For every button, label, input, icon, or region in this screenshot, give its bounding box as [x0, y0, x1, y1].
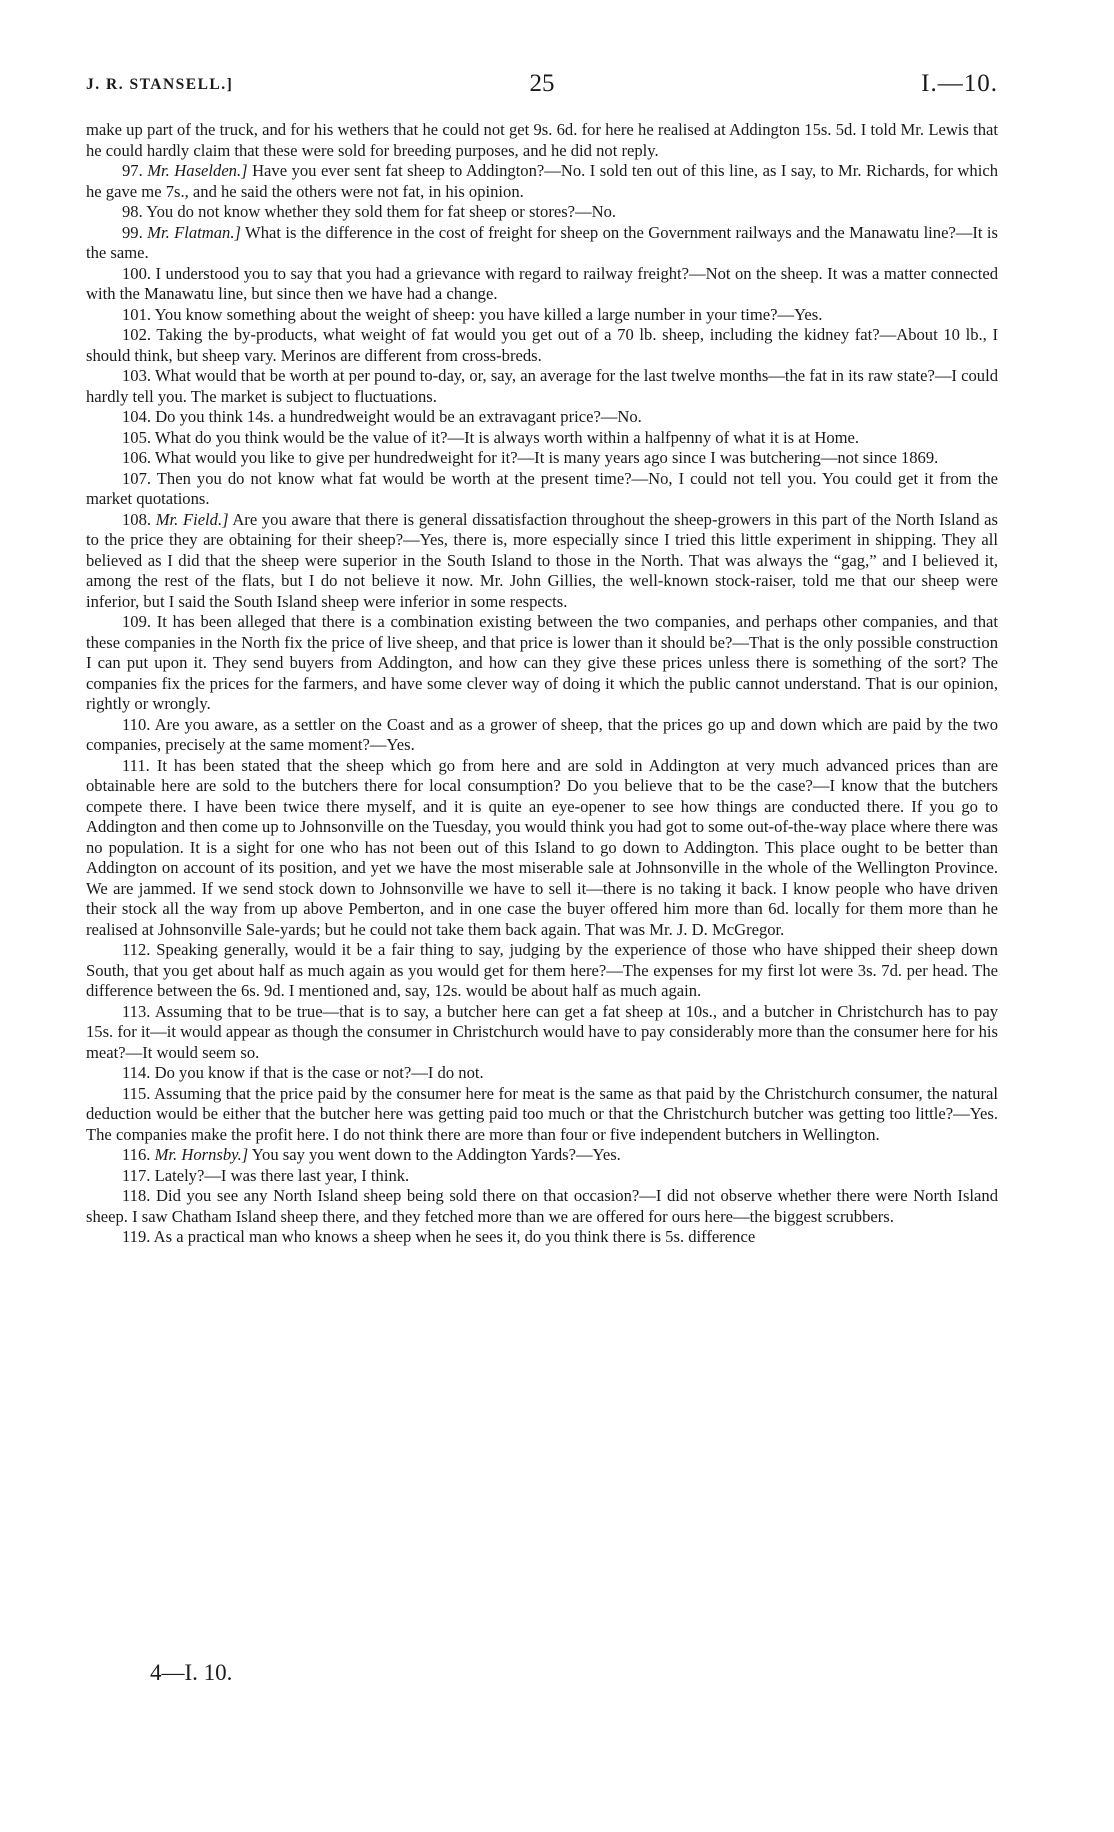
question-paragraph [86, 1145, 998, 1166]
question-text: Do you know if that is the case or not?—I do not. [154, 1063, 484, 1082]
question-number: 112. [122, 940, 151, 959]
question-number: 99. [122, 222, 143, 242]
question-paragraph [86, 202, 998, 223]
question-text: Taking the by-products, what weight of fat would you get out of a 70 lb. sheep, including the kidney fat?—About 10 lb., I should think, but sheep vary. Merinos are different from cross-breds. [86, 325, 998, 365]
question-list [86, 161, 998, 1248]
question-text: It has been alleged that there is a combination existing between the two companies, and perhaps other companies, and that these companies in the North fix the price of live sheep, and that price is lower than it should be?—That is the only possible construction I can put upon it. They send buyers from Addington, and how can they give these prices unless there is something of the sort? The companies fix the prices for the farmers, and have some clever way of doing it which the public cannot understand. That is our opinion, rightly or wrongly. [86, 612, 998, 713]
question-text: Do you think 14s. a hundredweight would be an extravagant price?—No. [155, 407, 642, 426]
question-number: 103. [122, 366, 152, 385]
speaker-name: Mr. Flatman.] [147, 222, 241, 242]
intro-paragraph: make up part of the truck, and for his wethers that he could not get 9s. 6d. for here he realised at Addington 15s. 5d. I told Mr. Lewis that he could hardly claim that these were sold for breeding purposes, and he did not reply. [86, 120, 998, 160]
question-paragraph [86, 428, 998, 449]
page-number: 25 [529, 70, 555, 97]
question-number: 108. [122, 509, 152, 529]
question-number: 100. [122, 263, 152, 283]
speaker-name: Mr. Hornsby.] [154, 1145, 249, 1164]
question-text: Then you do not know what fat would be worth at the present time?—No, I could not tell you. You could get it from the market quotations. [86, 468, 998, 508]
question-number: 102. [122, 325, 152, 344]
speaker-name: Mr. Field.] [155, 509, 229, 529]
question-number: 107. [122, 468, 152, 488]
question-text: Lately?—I was there last year, I think. [154, 1165, 410, 1185]
question-paragraph [86, 469, 998, 510]
question-paragraph [86, 715, 998, 756]
question-text: What would that be worth at per pound to-day, or, say, an average for the last twelve months—the fat in its raw state?—I could hardly tell you. The market is subject to fluctuations. [86, 366, 998, 406]
question-number: 104. [122, 407, 152, 426]
question-number: 101. [122, 304, 152, 324]
question-number: 115. [122, 1083, 151, 1103]
header-witness: J. R. STANSELL.] [86, 76, 234, 93]
question-paragraph [86, 448, 998, 469]
question-paragraph [86, 1186, 998, 1227]
question-text: What would you like to give per hundredweight for it?—It is many years ago since I was butchering—not since 1869. [154, 448, 939, 467]
document-code: I.—10. [921, 70, 998, 97]
question-paragraph [86, 612, 998, 715]
question-text: Are you aware, as a settler on the Coast and as a grower of sheep, that the prices go up and down which are paid by the two companies, precisely at the same moment?—Yes. [86, 714, 999, 754]
question-paragraph [86, 1227, 998, 1248]
question-number: 97. [122, 161, 143, 180]
question-text: You say you went down to the Addington Yards?—Yes. [251, 1145, 621, 1164]
question-text: Did you see any North Island sheep being sold there on that occasion?—I did not observe whether there were North Island sheep. I saw Chatham Island sheep there, and they fetched more than we are offered for ours here—the biggest scrubbers. [86, 1186, 998, 1226]
question-text: As a practical man who knows a sheep when he sees it, do you think there is 5s. difference [153, 1227, 756, 1246]
question-paragraph [86, 305, 998, 326]
speaker-name: Mr. Haselden.] [147, 161, 248, 180]
page-footer: 4—I. 10. [150, 1660, 233, 1685]
question-text: What do you think would be the value of it?—It is always worth within a halfpenny of what it is at Home. [154, 427, 860, 447]
question-number: 111. [122, 755, 150, 775]
question-text: Assuming that to be true—that is to say, a butcher here can get a fat sheep at 10s., and a butcher in Christchurch has to pay 15s. for it—it would appear as though the consumer in Christchurch would have to pay considerably more than the consumer here for his meat?—It would seem so. [86, 1001, 999, 1062]
question-text: Are you aware that there is general dissatisfaction throughout the sheep-growers in this part of the North Island as to the price they are obtaining for their sheep?—Yes, there is, more especially since I tried this little experiment in shipping. They all believed as I did that the sheep were superior in the South Island to those in the North. That was always the “gag,” and I believed it, among the rest of the flats, but I do not believe it now. Mr. John Gillies, the well-known stock-raiser, told me that our sheep were inferior, but I said the South Island sheep were inferior in some respects. [86, 509, 999, 611]
question-text: Assuming that the price paid by the consumer here for meat is the same as that paid by the Christchurch consumer, the natural deduction would be either that the butcher here was getting paid too much or that the Christchurch butcher was getting too little?—Yes. The companies make the profit here. I do not think there are more than four or five independent butchers in Wellington. [86, 1083, 998, 1144]
question-number: 113. [122, 1001, 151, 1021]
question-text: You do not know whether they sold them for fat sheep or stores?—No. [146, 202, 617, 221]
question-paragraph [86, 407, 998, 428]
question-paragraph [86, 366, 998, 407]
page-header [86, 70, 998, 104]
question-paragraph [86, 510, 998, 613]
question-text: You know something about the weight of sheep: you have killed a large number in your time?—Yes. [154, 304, 823, 324]
question-paragraph [86, 325, 998, 366]
question-number: 117. [122, 1165, 151, 1185]
question-paragraph [86, 264, 998, 305]
question-text: What is the difference in the cost of freight for sheep on the Government railways and the Manawatu line?—It is the same. [86, 222, 998, 262]
testimony-body [86, 120, 998, 1248]
question-paragraph [86, 940, 998, 1002]
question-number: 98. [122, 202, 143, 221]
question-paragraph [86, 223, 998, 264]
question-number: 109. [122, 612, 152, 631]
question-number: 116. [122, 1145, 151, 1164]
question-text: Speaking generally, would it be a fair thing to say, judging by the experience of those who have shipped their sheep down South, that you get about half as much again as you would get for them here?—The expenses for my first lot were 3s. 7d. per head. The difference between the 6s. 9d. I mentioned and, say, 12s. would be about half as much again. [86, 940, 998, 1000]
question-paragraph [86, 1084, 998, 1146]
question-paragraph [86, 1166, 998, 1187]
question-number: 106. [122, 448, 152, 467]
question-text: Have you ever sent fat sheep to Addington?—No. I sold ten out of this line, as I say, to Mr. Richards, for which he gave me 7s., and he said the others were not fat, in his opinion. [86, 161, 998, 201]
question-paragraph [86, 1063, 998, 1084]
question-number: 118. [122, 1186, 151, 1205]
question-text: I understood you to say that you had a grievance with regard to railway freight?—Not on the sheep. It was a matter connected with the Manawatu line, but since then we have had a change. [86, 263, 999, 303]
question-text: It has been stated that the sheep which go from here and are sold in Addington at very much advanced prices than are obtainable here are sold to the butchers there for local consumption? Do you believe that to be the case?—I know that the butchers compete there. I have been twice there myself, and it is quite an eye-opener to see how things are conducted there. If you go to Addington and then come up to Johnsonville on the Tuesday, you would think you had got to some out-of-the-way place where there was no population. It is a sight for one who has not been out of this Island to go down to Addington. This place ought to be better than Addington on account of its position, and yet we have the most miserable sale at Johnsonville in the whole of the Wellington Province. We are jammed. If we send stock down to Johnsonville we have to sell it—there is no taking it back. I know people who have driven their stock all the way from up above Pemberton, and in one case the buyer offered him more than 6d. locally for them more than he realised at Johnsonville Sale-yards; but he could not take them back again. That was Mr. J. D. McGregor. [86, 755, 999, 939]
question-paragraph [86, 756, 998, 941]
question-number: 110. [122, 714, 151, 734]
question-number: 114. [122, 1063, 151, 1082]
question-number: 105. [122, 427, 152, 447]
question-number: 119. [122, 1227, 151, 1246]
question-paragraph [86, 1002, 998, 1064]
question-paragraph [86, 161, 998, 202]
